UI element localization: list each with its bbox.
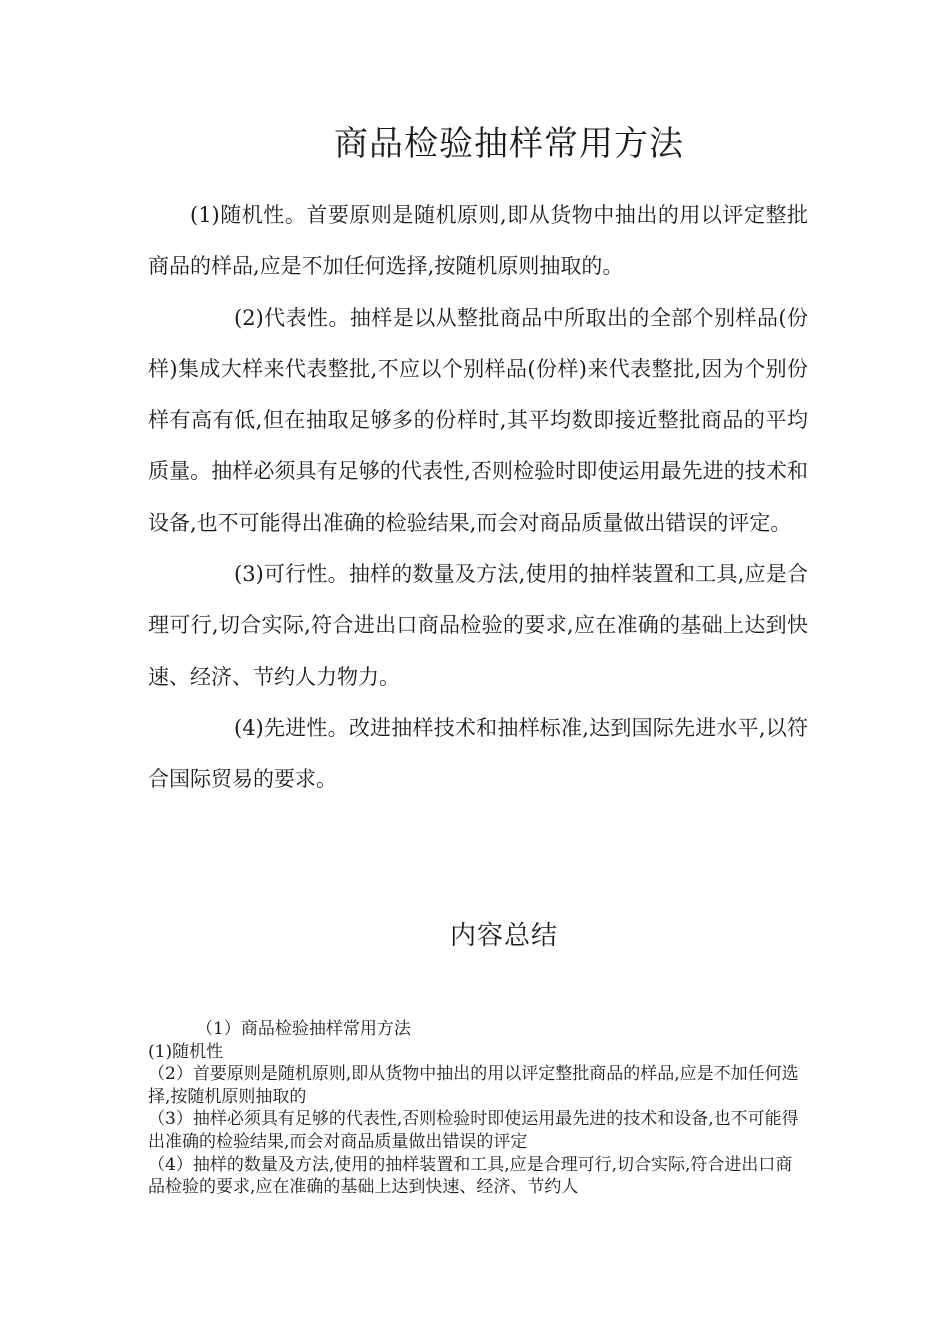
paragraph-advancement: (4)先进性。改进抽样技术和抽样标准,达到国际先进水平,以符合国际贸易的要求。 bbox=[148, 715, 808, 792]
summary-line: (1)随机性 bbox=[148, 1041, 224, 1062]
paragraph-representativeness: (2)代表性。抽样是以从整批商品中所取出的全部个别样品(份样)集成大样来代表整批,不应以个别样品(份样)来代表整批,因为个别份样有高有低,但在抽取足够多的份样时,其平均数即接近整批商品的平均质量。抽样必须具有足够的代表性,否则检验时即使运用最先进的技术和设备,也不可能得出准确的检验结果,而会对商品质量做出错误的评定。 bbox=[148, 305, 808, 535]
document-body bbox=[148, 190, 808, 806]
paragraph-randomness: (1)随机性。首要原则是随机原则,即从货物中抽出的用以评定整批商品的样品,应是不加任何选择,按随机原则抽取的。 bbox=[148, 203, 808, 279]
summary-line: （2）首要原则是随机原则,即从货物中抽出的用以评定整批商品的样品,应是不加任何选择,按随机原则抽取的 bbox=[148, 1064, 799, 1107]
summary-line: （4）抽样的数量及方法,使用的抽样装置和工具,应是合理可行,切合实际,符合进出口商品检验的要求,应在准确的基础上达到快速、经济、节约人 bbox=[148, 1154, 793, 1198]
document-title: 商品检验抽样常用方法 bbox=[334, 124, 684, 164]
summary-heading: 内容总结 bbox=[449, 921, 558, 951]
summary-line: （3）抽样必须具有足够的代表性,否则检验时即使运用最先进的技术和设备,也不可能得出准确的检验结果,而会对商品质量做出错误的评定 bbox=[148, 1109, 799, 1152]
summary-list bbox=[148, 1018, 808, 1199]
paragraph-feasibility: (3)可行性。抽样的数量及方法,使用的抽样装置和工具,应是合理可行,切合实际,符合进出口商品检验的要求,应在准确的基础上达到快速、经济、节约人力物力。 bbox=[148, 562, 808, 689]
summary-line: （1）商品检验抽样常用方法 bbox=[196, 1019, 411, 1039]
